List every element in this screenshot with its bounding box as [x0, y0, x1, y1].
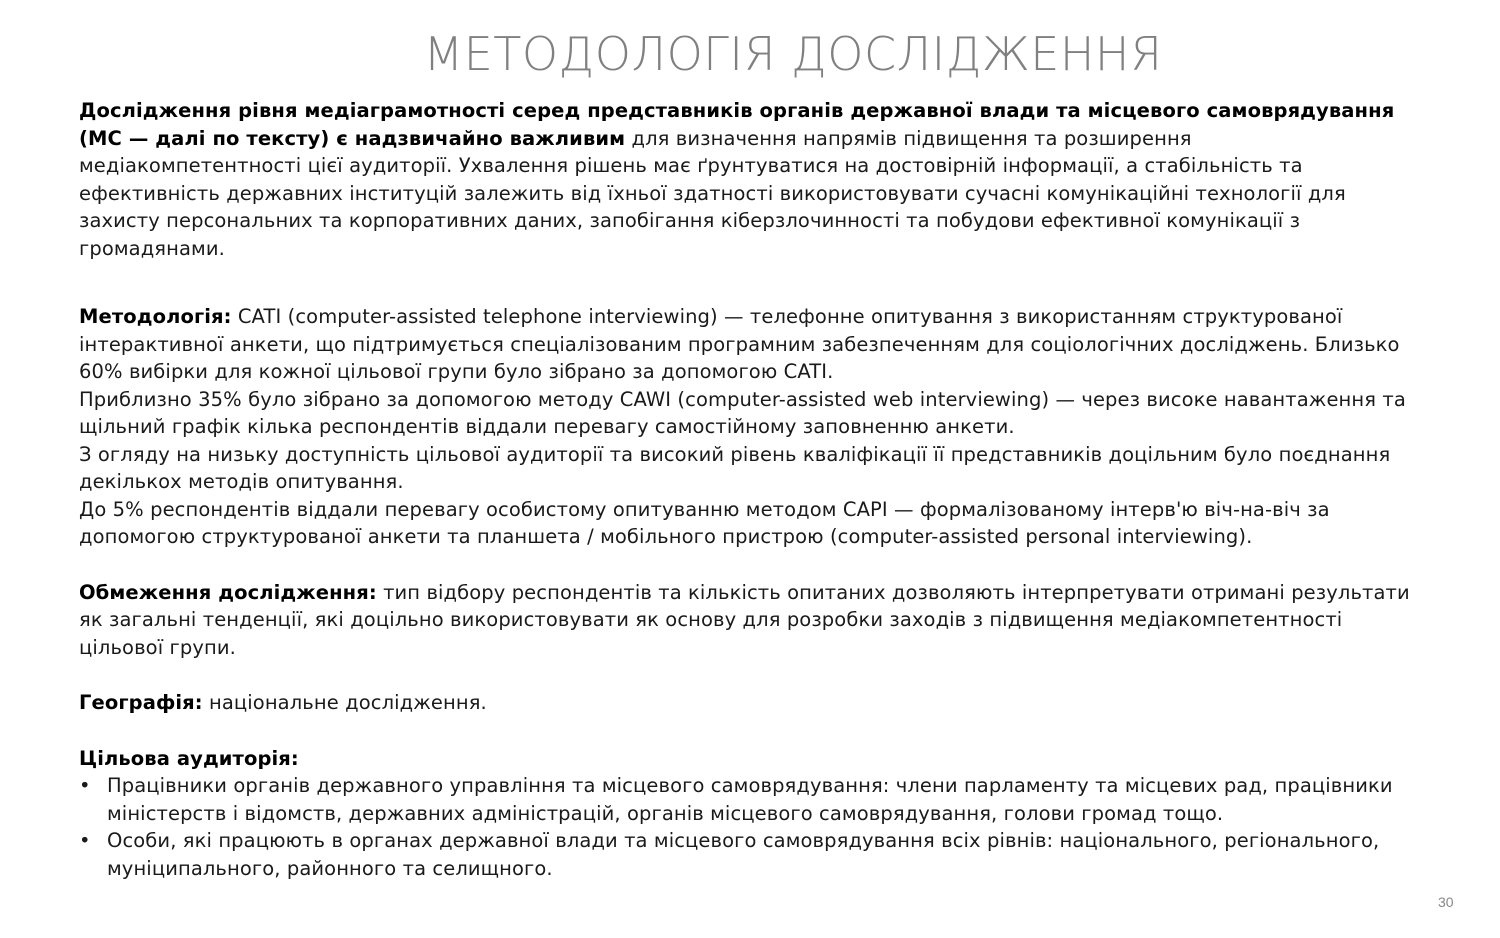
- intro-text: для визначення напрямів підвищення та розширення медіакомпетентності цієї аудиторії. Ухвалення рішень має ґрунтуватися на достовірній інформації, а стабільність та ефективність державних інституцій залежить від їхньої здатності використовувати сучасні комунікаційні технології для захисту персональних та корпоративних даних, запобігання кіберзлочинності та побудови ефективної комунікації з громадянами.: [79, 126, 1346, 260]
- list-item-text: Особи, які працюють в органах державної влади та місцевого самоврядування всіх рівнів: національного, регіонального, муніципального, районного та селищного.: [107, 829, 1380, 880]
- page-title: МЕТОДОЛОГІЯ ДОСЛІДЖЕННЯ: [423, 27, 1163, 81]
- audience-label: Цільова аудиторія:: [79, 746, 299, 770]
- intro-bold: Дослідження рівня медіаграмотності серед представників органів державної влади та місцевого самоврядування (МС — далі по тексту) є надзвичайно важливим: [79, 99, 1395, 150]
- methodology-mixed: З огляду на низьку доступність цільової аудиторії та високий рівень кваліфікації її представників доцільним було поєднання декількох методів опитування.: [79, 442, 1391, 493]
- bullet-icon: •: [79, 829, 91, 852]
- page-number: 30: [1438, 894, 1454, 910]
- audience-list: [79, 772, 1419, 882]
- limitations-paragraph: [79, 579, 1419, 662]
- list-item-text: Працівники органів державного управління та місцевого самоврядування: члени парламенту та місцевих рад, працівники міністерств і відомств, державних адміністрацій, органів місцевого самоврядування, голови громад тощо.: [107, 774, 1393, 825]
- methodology-paragraph: [79, 303, 1419, 386]
- geography-text: національне дослідження.: [202, 691, 487, 714]
- content-body: [79, 97, 1419, 882]
- bullet-icon: •: [79, 774, 91, 797]
- intro-paragraph: [79, 97, 1419, 262]
- methodology-label: Методологія:: [79, 305, 232, 328]
- methodology-cawi: Приблизно 35% було зібрано за допомогою методу CAWI (computer-assisted web interviewing) — через високе навантаження та щільний графік кілька респондентів віддали перевагу самостійному заповненню анкети.: [79, 387, 1406, 438]
- list-item: [79, 772, 1419, 827]
- audience-heading: [79, 745, 1419, 773]
- limitations-label: Обмеження дослідження:: [79, 580, 377, 604]
- list-item: [79, 827, 1419, 882]
- methodology-cati: CATI (computer-assisted telephone interviewing) — телефонне опитування з використанням структурованої інтерактивної анкети, що підтримується спеціалізованим програмним забезпеченням для соціологічних досліджень. Близько 60% вибірки для кожної цільової групи було зібрано за допомогою CATI.: [79, 305, 1400, 383]
- geography-label: Географія:: [79, 691, 203, 714]
- limitations-text: тип відбору респондентів та кількість опитаних дозволяють інтерпретувати отримані результати як загальні тенденції, які доцільно використовувати як основу для розробки заходів з підвищення медіакомпетентності цільової групи.: [79, 580, 1410, 659]
- geography-paragraph: [79, 689, 1419, 717]
- methodology-capi: До 5% респондентів віддали перевагу особистому опитуванню методом CAPI — формалізованому інтерв'ю віч-на-віч за допомогою структурованої анкети та планшета / мобільного пристрою (computer-assisted personal interviewing).: [79, 497, 1330, 548]
